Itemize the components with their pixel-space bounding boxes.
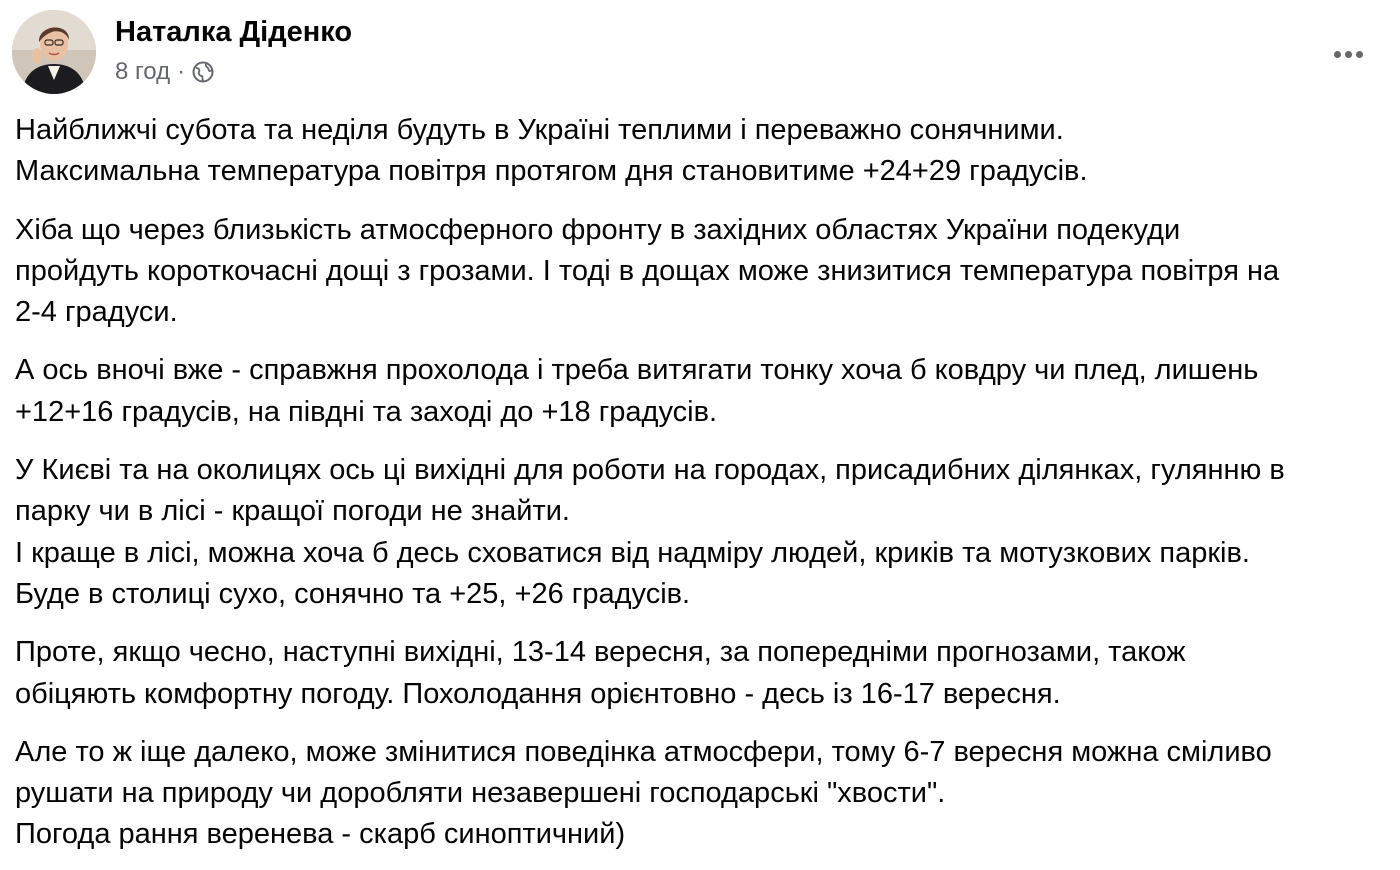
meta-separator: · (177, 58, 186, 85)
post-timestamp[interactable]: 8 год (115, 58, 171, 85)
post-paragraph: А ось вночі вже - справжня прохолода і треба витягати тонку хоча б ковдру чи плед, лишень +12+16 градусів, на півдні та заході до +18 градусів. (15, 354, 1259, 428)
post-paragraph: Проте, якщо чесно, наступні вихідні, 13-14 вересня, за попередніми прогнозами, також обіцяють комфортну погоду. Похолодання орієнтовно - десь із 16-17 вересня. (15, 636, 1186, 710)
post-paragraph: Але то ж іще далеко, може змінитися поведінка атмосфери, тому 6-7 вересня можна сміливо рушати на природу чи доробляти незавершені господарські "хвости". Погода рання веренева - скарб синоптичний) (15, 735, 1272, 851)
post-paragraph: Найближчі субота та неділя будуть в Україні теплими і переважно сонячними. Максимальна температура повітря протягом дня становитиме +24+29 градусів. (15, 114, 1088, 188)
more-dots-icon (1334, 51, 1363, 58)
post-paragraph: Хіба що через близькість атмосферного фронту в західних областях України подекуди пройдуть короткочасні дощі з грозами. І тоді в дощах може знизитися температура повітря на 2-4 градуси. (15, 213, 1280, 329)
author-name[interactable]: Наталка Діденко (115, 16, 353, 48)
author-avatar[interactable] (12, 10, 96, 94)
post-text (15, 110, 1393, 870)
globe-icon[interactable] (191, 60, 215, 84)
post-paragraph: У Києві та на околицях ось ці вихідні для роботи на городах, присадибних ділянках, гулянню в парку чи в лісі - кращої погоди не знайти. І краще в лісі, можна хоча б десь сховатися від надміру людей, криків та мотузкових парків. Буде в столиці сухо, сонячно та +25, +26 градусів. (15, 454, 1285, 610)
post-header (12, 10, 1388, 94)
post-meta (115, 58, 215, 86)
more-options-button[interactable] (1320, 34, 1376, 74)
profile-photo-icon (12, 10, 96, 94)
